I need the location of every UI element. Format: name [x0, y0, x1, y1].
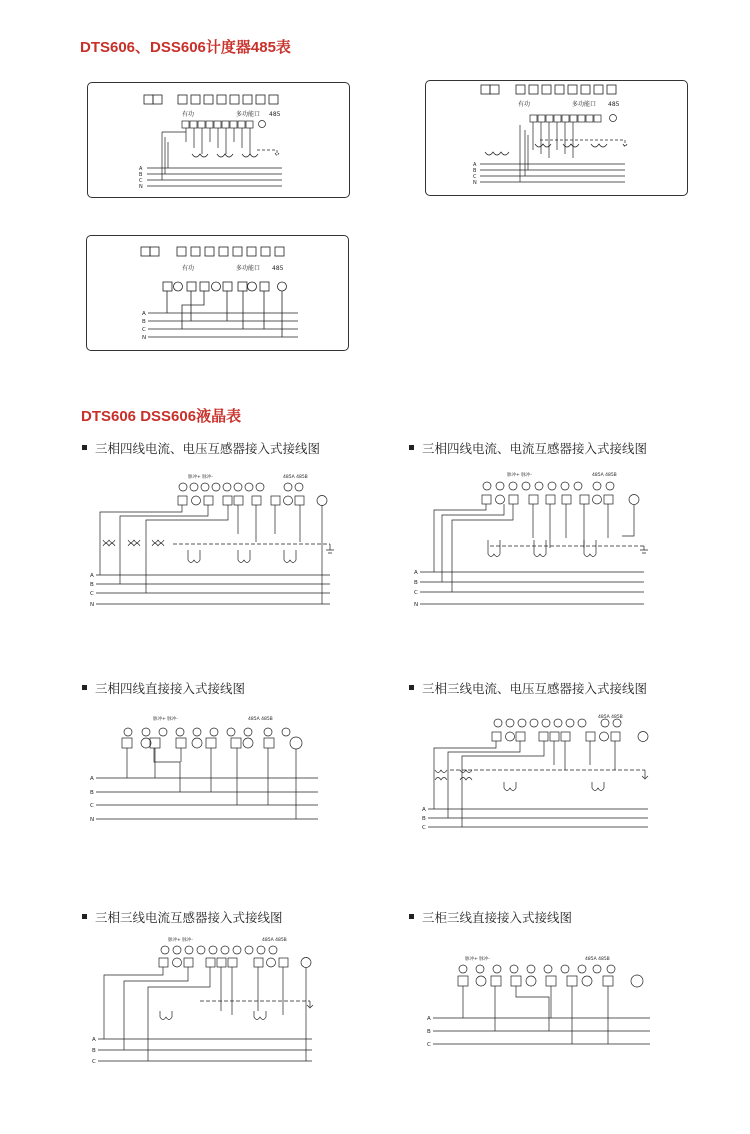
phase-c-label: C [139, 178, 143, 184]
rs485ab-label: 485A 485B [283, 475, 308, 480]
label-485-ml: 485 [272, 265, 284, 272]
pulse-label: 脉冲+ 脉冲- [153, 717, 178, 722]
phase-c-label: C [92, 1059, 96, 1065]
phase-b-label: B [414, 580, 418, 586]
phase-a-label: A [422, 807, 426, 813]
phase-b-label: B [90, 582, 94, 588]
phase-a-label: A [139, 166, 143, 172]
rs485ab-label: 485A 485B [262, 938, 287, 943]
rs485ab-label: 485A 485B [592, 473, 617, 478]
phase-b-label: B [90, 790, 94, 796]
phase-c-label: C [473, 174, 477, 180]
bullet-icon [82, 914, 87, 919]
label-active-ml: 有功 [182, 265, 195, 272]
phase-n-label: N [414, 602, 419, 608]
phase-c-label: C [422, 825, 426, 831]
input-terminal-strip [182, 121, 266, 129]
phase-b-label: B [139, 172, 143, 178]
phase-a-label: A [414, 570, 418, 576]
phase-n-label: N [142, 335, 147, 341]
diagram-label-ml: 三相四线直接接入式接线图 [82, 679, 245, 697]
phase-c-label: C [142, 327, 146, 333]
label-active-tr: 有功 [518, 101, 531, 108]
diagram-label-mr: 三相三线电流、电压互感器接入式接线图 [409, 679, 647, 697]
rs485ab-label: 485A 485B [598, 715, 623, 720]
phase-c-label: C [90, 591, 94, 597]
power-terminals [144, 95, 162, 104]
bullet-icon [82, 685, 87, 690]
wiring-diagram-four-wire-vt-ct [88, 470, 348, 615]
rs485ab-label: 485A 485B [585, 957, 610, 962]
wiring-lines [147, 128, 282, 186]
section-title-lcd: DTS606 DSS606液晶表 [81, 408, 242, 425]
wiring-diagram-four-wire-ct [412, 468, 672, 613]
diagram-label-tr: 三相四线电流、电流互感器接入式接线图 [409, 439, 647, 457]
phase-b-label: B [92, 1048, 96, 1054]
phase-n-label: N [139, 184, 143, 190]
pulse-label: 脉冲+ 脉冲- [465, 957, 490, 962]
rs485ab-label: 485A 485B [248, 717, 273, 722]
diagram-label-br: 三柜三线直接接入式接线图 [409, 908, 572, 926]
label-multifunction-ml: 多功能口 [236, 265, 261, 272]
phase-b-label: B [142, 319, 146, 325]
phase-n-label: N [90, 602, 95, 608]
bullet-icon [409, 685, 414, 690]
wiring-diagram-three-wire-ct [90, 935, 325, 1065]
label-485-tr: 485 [608, 101, 620, 108]
phase-n-label: N [473, 180, 477, 186]
phase-a-label: A [90, 776, 94, 782]
counter-terminal-row [178, 95, 278, 104]
phase-b-label: B [422, 816, 426, 822]
pulse-label: 脉冲+ 脉冲- [188, 475, 213, 480]
label-active-tl: 有功 [182, 111, 195, 118]
diagram-label-tl: 三相四线电流、电压互感器接入式接线图 [82, 439, 320, 457]
pulse-label: 脉冲+ 脉冲- [168, 938, 193, 943]
phase-b-label: B [473, 168, 477, 174]
label-485-tl: 485 [269, 111, 281, 118]
bullet-icon [409, 445, 414, 450]
wiring-diagram-three-wire-direct [425, 955, 660, 1055]
bullet-icon [409, 914, 414, 919]
counter-wiring-diagram-four-wire [87, 82, 350, 198]
diagram-label-bl: 三相三线电流互感器接入式接线图 [82, 908, 283, 926]
counter-wiring-diagram-ct [425, 80, 688, 196]
wiring-diagram-four-wire-direct [88, 712, 338, 827]
phase-c-label: C [414, 590, 418, 596]
bullet-icon [82, 445, 87, 450]
phase-c-label: C [90, 803, 94, 809]
wiring-diagram-three-wire-vt-ct [420, 710, 660, 835]
phase-b-label: B [427, 1029, 431, 1035]
label-multifunction-tl: 多功能口 [236, 111, 261, 118]
label-multifunction-tr: 多功能口 [572, 101, 597, 108]
section-title-counter-485: DTS606、DSS606计度器485表 [80, 39, 291, 56]
phase-a-label: A [90, 573, 94, 579]
phase-a-label: A [473, 162, 477, 168]
phase-c-label: C [427, 1042, 431, 1048]
counter-wiring-diagram-direct [86, 235, 349, 351]
phase-a-label: A [142, 311, 146, 317]
phase-n-label: N [90, 817, 95, 823]
pulse-label: 脉冲+ 脉冲- [507, 473, 532, 478]
phase-a-label: A [92, 1037, 96, 1043]
phase-labels-tl [139, 166, 143, 190]
phase-a-label: A [427, 1016, 431, 1022]
